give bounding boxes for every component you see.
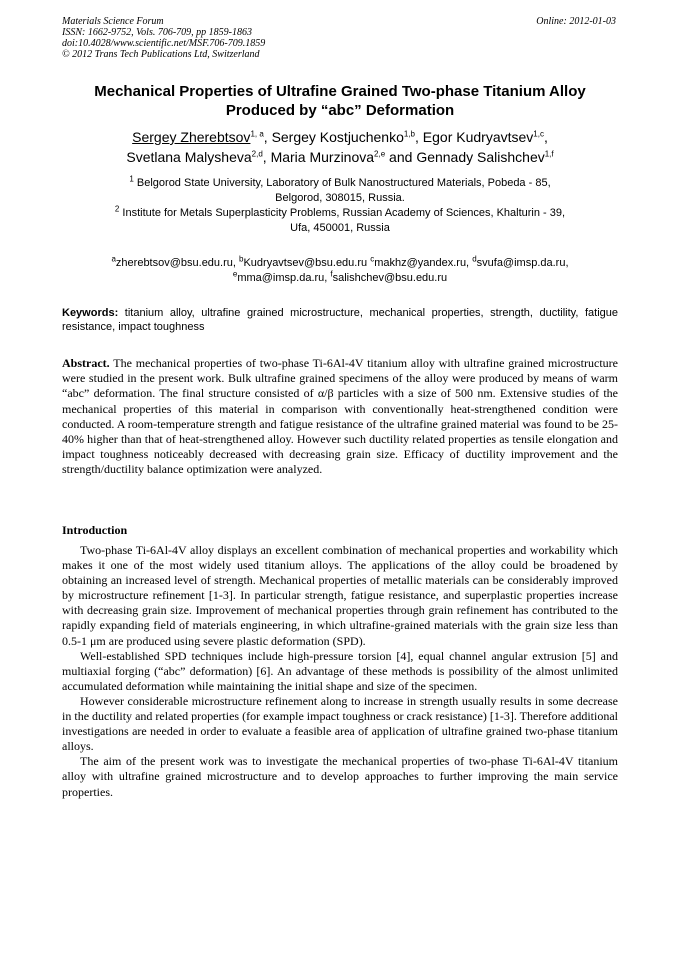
email-address: salishchev@bsu.edu.ru (332, 272, 448, 284)
author-name: Svetlana Malysheva (126, 149, 252, 165)
affiliation-line: Institute for Metals Superplasticity Problems, Russian Academy of Sciences, Khalturin - 39, (122, 207, 566, 219)
doi-line: doi:10.4028/www.scientific.net/MSF.706-709.1859 (62, 38, 266, 49)
author-affil-mark: 1,c (533, 129, 544, 139)
abstract-label: Abstract. (62, 356, 110, 370)
title-line-2: Produced by “abc” Deformation (225, 102, 455, 119)
author-separator: and (385, 149, 417, 165)
author-line-2 (62, 147, 618, 167)
affiliation-number: 2 (114, 204, 120, 214)
keywords-text: titanium alloy, ultrafine grained microstructure, mechanical properties, strength, ductility, fatigue resistance, impact toughness (62, 307, 618, 333)
author-affil-mark: 1,f (544, 149, 554, 159)
keywords-label: Keywords: (62, 307, 119, 319)
author-list (62, 127, 618, 167)
body-paragraph: Well-established SPD techniques include high-pressure torsion [4], equal channel angular extrusion [5] and multiaxial forging (“abc” deformation) [6]. An advantage of these methods is possibility of the almost unlimited accumulated deformation while maintaining the initial shape and size of the specimen. (62, 648, 618, 693)
author-line-1 (62, 127, 618, 147)
affiliation-2 (62, 206, 618, 236)
affiliation-1 (62, 176, 618, 206)
affiliation-line: Belgorod, 308015, Russia. (275, 192, 405, 204)
author-affil-mark: 2,d (251, 149, 263, 159)
author-name: Sergey Kostjuchenko (271, 129, 404, 145)
body-paragraph: However considerable microstructure refinement along to increase in strength usually results in some decrease in the ductility and related properties (for example impact toughness or crack resistance) [1-3]. Therefore additional investigations are needed in order to evaluate a feasible area of application of ultrafine grained two-phase titanium alloys. (62, 693, 618, 754)
email-mark: b (239, 254, 244, 264)
author-separator: , (415, 129, 423, 145)
body-paragraph: The aim of the present work was to investigate the mechanical properties of two-phase Ti-6Al-4V titanium alloy with ultrafine grained microstructure and to develop approaches to further improving the main service properties. (62, 754, 618, 799)
issn-line: ISSN: 1662-9752, Vols. 706-709, pp 1859-1863 (62, 27, 252, 38)
author-name: Maria Murzinova (270, 149, 375, 165)
abstract-text: The mechanical properties of two-phase Ti-6Al-4V titanium alloy with ultrafine grained microstructure were studied in the present work. Bulk ultrafine grained specimens of the alloy were produced by means of warm “abc” deformation. The final structure consisted of α/β particles with a size of 500 nm. Extensive studies of the mechanical properties of this material in comparison with conventionally heat-strengthened condition were conducted. A room-temperature strength and fatigue resistance of the ultrafine grained material was found to be 25-40% higher than that of heat-strengthened alloy. However such ductility related properties as tensile elongation and impact toughness noticeably decreased with decreasing grain size. Efficacy of ductility improvement and the strength/ductility balance optimization were analyzed. (62, 356, 618, 477)
introduction-body (62, 543, 618, 800)
section-heading-introduction: Introduction (62, 523, 128, 537)
copyright-line: © 2012 Trans Tech Publications Ltd, Switzerland (62, 49, 260, 60)
email-address: makhz@yandex.ru, (374, 257, 473, 269)
author-name: Sergey Zherebtsov (132, 129, 251, 145)
email-address: zherebtsov@bsu.edu.ru, (115, 257, 239, 269)
paper-title (62, 82, 618, 120)
online-date: Online: 2012-01-03 (536, 16, 616, 27)
affiliation-number: 1 (129, 174, 134, 184)
author-affil-mark: 1, a (250, 129, 264, 139)
author-affil-mark: 2,e (374, 149, 386, 159)
author-name: Gennady Salishchev (416, 149, 545, 165)
affiliation-line: Belgorod State University, Laboratory of Bulk Nanostructured Materials, Pobeda - 85, (136, 177, 551, 189)
journal-name: Materials Science Forum (62, 16, 164, 27)
keywords-block (62, 306, 618, 334)
email-mark: d (472, 254, 477, 264)
email-address: mma@imsp.da.ru, (237, 272, 331, 284)
email-mark: a (111, 254, 116, 264)
abstract-block (62, 356, 618, 478)
body-paragraph: Two-phase Ti-6Al-4V alloy displays an excellent combination of mechanical properties and workability which makes it one of the most widely used titanium alloys. The applications of the alloy could be broadened by obtaining an increased level of strength. Mechanical properties of metallic materials can be considerably improved by microstructure refinement [1-3]. In particular strength, fatigue resistance, and superplastic properties increase with decreasing grain size. Improvement of mechanical properties through grain refinement has contributed to the rapidly expanding field of materials engineering, in which ultrafine-grained materials with the grain size less than 0.5-1 μm are produced using severe plastic deformation (SPD). (62, 543, 618, 648)
email-list (62, 256, 618, 286)
author-separator: , (262, 149, 271, 165)
email-mark: f (330, 269, 333, 279)
title-line-1: Mechanical Properties of Ultrafine Grained Two-phase Titanium Alloy (94, 83, 586, 100)
author-separator: , (543, 129, 548, 145)
journal-header (62, 16, 618, 60)
author-separator: , (263, 129, 272, 145)
email-mark: c (370, 254, 375, 264)
author-name: Egor Kudryavtsev (422, 129, 534, 145)
email-address: svufa@imsp.da.ru, (476, 257, 569, 269)
author-affil-mark: 1,b (403, 129, 415, 139)
email-line-1 (62, 256, 618, 271)
affiliation-line: Ufa, 450001, Russia (290, 222, 390, 234)
email-mark: e (232, 269, 238, 279)
email-address: Kudryavtsev@bsu.edu.ru (243, 257, 371, 269)
email-line-2 (62, 271, 618, 286)
